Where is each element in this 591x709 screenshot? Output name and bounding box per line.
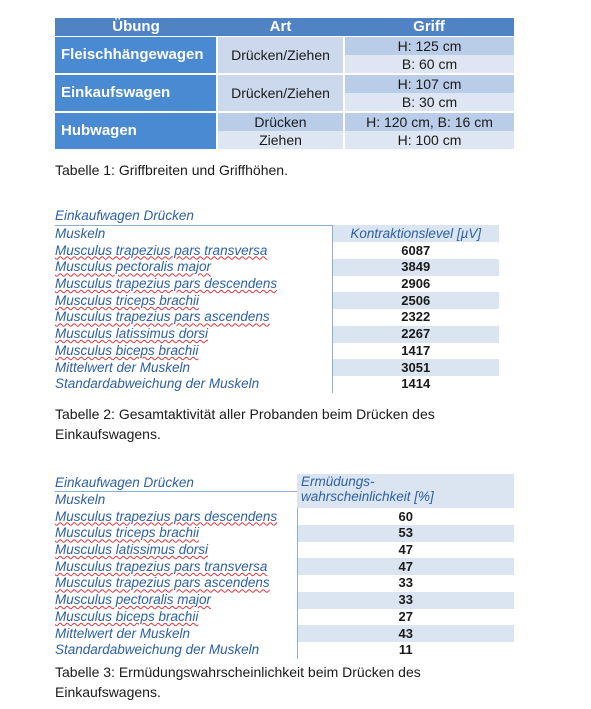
- grip-table: [55, 18, 514, 151]
- table-row: [55, 112, 514, 131]
- header-art: Art: [217, 18, 344, 37]
- table-row: [55, 74, 514, 93]
- table-row: [55, 376, 499, 393]
- exercise-cell: Einkaufswagen: [55, 74, 217, 112]
- muscle-name: Musculus triceps brachii: [55, 292, 200, 308]
- muscle-value: 2322: [332, 309, 499, 326]
- header-uebung: Übung: [55, 18, 217, 37]
- table-row: [55, 642, 514, 659]
- table-row: [55, 625, 514, 642]
- muscle-value: 2267: [332, 326, 499, 343]
- table-row: [55, 359, 499, 376]
- art-cell: Drücken/Ziehen: [217, 74, 344, 112]
- contraction-table: [55, 208, 499, 393]
- muscle-value: 2506: [332, 292, 499, 309]
- table-row: [55, 259, 499, 276]
- muscle-value: 47: [297, 542, 514, 559]
- muscle-value: 53: [297, 525, 514, 542]
- table-row: [55, 592, 514, 609]
- muscle-name: Standardabweichung der Muskeln: [55, 642, 260, 658]
- muscle-name: Musculus trapezius pars ascendens: [55, 309, 270, 325]
- muscle-name: Musculus pectoralis major: [55, 259, 212, 275]
- muscle-value: 3051: [332, 359, 499, 376]
- muscle-value: 43: [297, 625, 514, 642]
- table-row: [55, 37, 514, 56]
- muscle-name: Musculus trapezius pars transversa: [55, 242, 268, 258]
- table-row: [55, 558, 514, 575]
- art-cell: Drücken: [217, 112, 344, 131]
- muscle-value: 60: [297, 508, 514, 525]
- muscle-name: Musculus trapezius pars descendens: [55, 276, 278, 292]
- muscle-value: 2906: [332, 276, 499, 293]
- exercise-cell: Hubwagen: [55, 112, 217, 150]
- muscle-value: 1417: [332, 343, 499, 360]
- muscle-value: 47: [297, 558, 514, 575]
- section-title: Einkaufwagen Drücken: [55, 208, 332, 225]
- table-row: [55, 292, 499, 309]
- section-title: Einkaufwagen Drücken: [55, 474, 297, 491]
- header-kontraktionslevel: Kontraktionslevel [µV]: [332, 225, 499, 242]
- griff-cell: B: 30 cm: [344, 93, 514, 112]
- muscle-name: Musculus trapezius pars descendens: [55, 508, 278, 524]
- fatigue-rows: [55, 508, 514, 658]
- table-row: [55, 309, 499, 326]
- muscle-name: Musculus triceps brachii: [55, 525, 200, 541]
- table-row: [55, 609, 514, 626]
- table-row: [55, 542, 514, 559]
- table-row: [55, 575, 514, 592]
- table-row: [55, 343, 499, 360]
- muscle-name: Musculus pectoralis major: [55, 592, 212, 608]
- table-row: [55, 326, 499, 343]
- muscle-name: Musculus latissimus dorsi: [55, 542, 209, 558]
- header-muskeln: Muskeln: [55, 226, 106, 242]
- table-row: [55, 508, 514, 525]
- muscle-value: 33: [297, 575, 514, 592]
- griff-cell: H: 100 cm: [344, 131, 514, 150]
- table-row: [55, 525, 514, 542]
- muscle-value: 6087: [332, 242, 499, 259]
- table-row: [55, 276, 499, 293]
- muscle-value: 27: [297, 609, 514, 626]
- table-row: [55, 242, 499, 259]
- muscle-value: 33: [297, 592, 514, 609]
- header-ermuedung: Ermüdungs- wahrscheinlichkeit [%]: [297, 474, 514, 508]
- griff-cell: H: 125 cm: [344, 37, 514, 56]
- muscle-name: Mittelwert der Muskeln: [55, 359, 191, 375]
- fatigue-table: [55, 474, 514, 659]
- contraction-rows: [55, 242, 499, 392]
- muscle-name: Musculus trapezius pars ascendens: [55, 575, 270, 591]
- header-griff: Griff: [344, 18, 514, 37]
- muscle-name: Musculus biceps brachii: [55, 342, 199, 358]
- exercise-cell: Fleischhängewagen: [55, 37, 217, 75]
- art-cell: Ziehen: [217, 131, 344, 150]
- table2-caption: Tabelle 2: Gesamtaktivität aller Probanden beim Drücken des Einkaufswagens.: [55, 406, 435, 442]
- griff-cell: H: 120 cm, B: 16 cm: [344, 112, 514, 131]
- muscle-name: Musculus latissimus dorsi: [55, 326, 209, 342]
- muscle-value: 3849: [332, 259, 499, 276]
- table-header-row: [55, 225, 499, 242]
- table3-caption: Tabelle 3: Ermüdungswahrscheinlichkeit beim Drücken des Einkaufswagens.: [55, 664, 421, 700]
- table-row: [55, 208, 499, 225]
- muscle-value: 1414: [332, 376, 499, 393]
- muscle-name: Musculus trapezius pars transversa: [55, 558, 268, 574]
- header-muskeln: Muskeln: [55, 492, 106, 508]
- muscle-name: Standardabweichung der Muskeln: [55, 376, 260, 392]
- muscle-name: Mittelwert der Muskeln: [55, 625, 191, 641]
- table-row: [55, 474, 514, 491]
- art-cell: Drücken/Ziehen: [217, 37, 344, 75]
- muscle-value: 11: [297, 642, 514, 659]
- table1-caption: Tabelle 1: Griffbreiten und Griffhöhen.: [55, 162, 288, 178]
- muscle-name: Musculus biceps brachii: [55, 608, 199, 624]
- griff-cell: H: 107 cm: [344, 74, 514, 93]
- griff-cell: B: 60 cm: [344, 55, 514, 74]
- grip-table-header: [55, 18, 514, 37]
